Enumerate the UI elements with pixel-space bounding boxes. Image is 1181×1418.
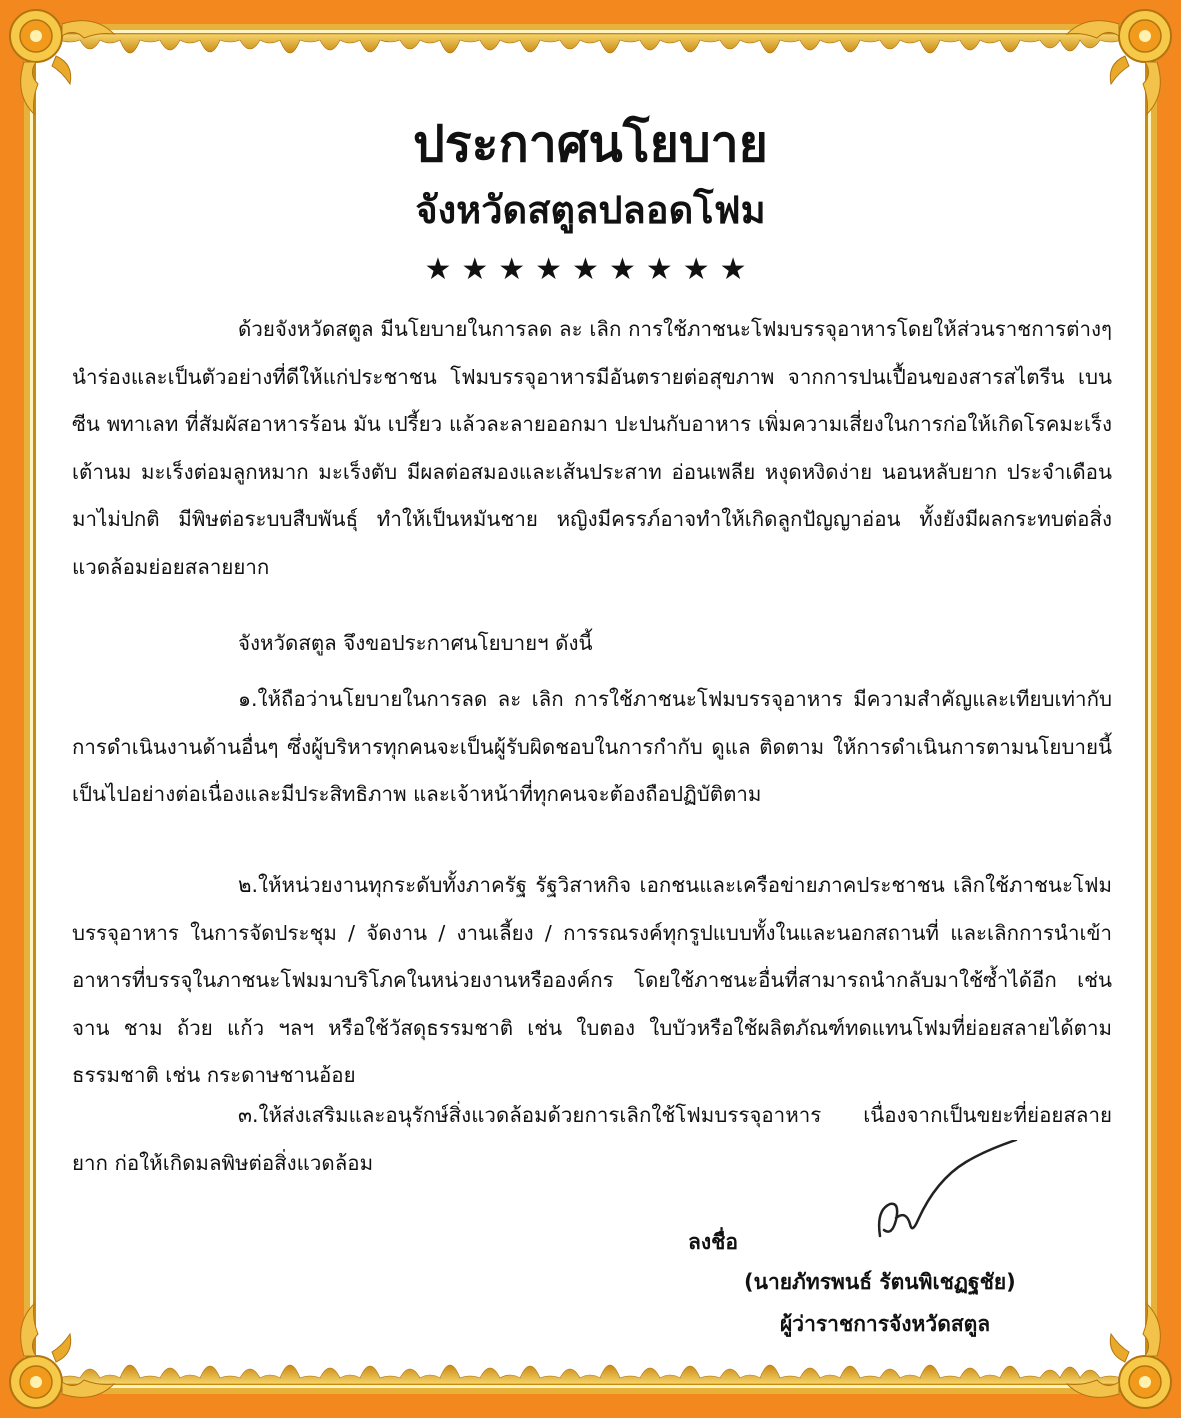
intro-paragraph: ด้วยจังหวัดสตูล มีนโยบายในการลด ละ เลิก การใช้ภาชนะโฟมบรรจุอาหารโดยให้ส่วนราชการต่างๆ นำร่องและเป็นตัวอย่างที่ดีให้แก่ประชาชน โฟมบรรจุอาหารมีอันตรายต่อสุขภาพ จากการปนเปื้อนของสารสไตรีน เบนซีน พทาเลท ที่สัมผัสอาหารร้อน มัน เปรี้ยว แล้วละลายออกมา ปะปนกับอาหาร เพิ่มความเสี่ยงในการก่อให้เกิดโรคมะเร็งเต้านม มะเร็งต่อมลูกหมาก มะเร็งตับ มีผลต่อสมองและเส้นประสาท อ่อนเพลีย หงุดหงิดง่าย นอนหลับยาก ประจำเดือนมาไม่ปกติ มีพิษต่อระบบสืบพันธุ์ ทำให้เป็นหมันชาย หญิงมีครรภ์อาจทำให้เกิดลูกปัญญาอ่อน ทั้งยังมีผลกระทบต่อสิ่งแวดล้อมย่อยสลายยาก xyxy=(72,317,1112,579)
policy-item-2: ๒.ให้หน่วยงานทุกระดับทั้งภาครัฐ รัฐวิสาหกิจ เอกชนและเครือข่ายภาคประชาชน เลิกใช้ภาชนะโฟมบรรจุอาหาร ในการจัดประชุม / จัดงาน / งานเลี้ยง / การรณรงค์ทุกรูปแบบทั้งในและนอกสถานที่ และเลิกการนำเข้าอาหารที่บรรจุในภาชนะโฟมมาบริโภคในหน่วยงานหรือองค์กร โดยใช้ภาชนะอื่นที่สามารถนำกลับมาใช้ซ้ำได้อีก เช่น จาน ชาม ถ้วย แก้ว ฯลฯ หรือใช้วัสดุธรรมชาติ เช่น ใบตอง ใบบัวหรือใช้ผลิตภัณฑ์ทดแทนโฟมที่ย่อยสลายได้ตามธรรมชาติ เช่น กระดาษชานอ้อย xyxy=(72,873,1112,1087)
signature-mark xyxy=(866,1140,1026,1250)
policy-item-1: ๑.ให้ถือว่านโยบายในการลด ละ เลิก การใช้ภาชนะโฟมบรรจุอาหาร มีความสำคัญและเทียบเท่ากับการดำเนินงานด้านอื่นๆ ซึ่งผู้บริหารทุกคนจะเป็นผู้รับผิดชอบในการกำกับ ดูแล ติดตาม ให้การดำเนินการตามนโยบายนี้ เป็นไปอย่างต่อเนื่องและมีประสิทธิภาพ และเจ้าหน้าที่ทุกคนจะต้องถือปฏิบัติตาม xyxy=(72,687,1112,806)
declaration-paragraph: จังหวัดสตูล จึงขอประกาศนโยบายฯ ดังนี้ xyxy=(238,631,593,655)
corner-ornament-icon xyxy=(1057,1294,1177,1414)
top-fringe-ornament-icon xyxy=(60,34,1121,70)
corner-ornament-icon xyxy=(4,1294,124,1414)
policy-item-3: ๓.ให้ส่งเสริมและอนุรักษ์สิ่งแวดล้อมด้วยการเลิกใช้โฟมบรรจุอาหาร เนื่องจากเป็นขยะที่ย่อยสลายยาก ก่อให้เกิดมลพิษต่อสิ่งแวดล้อม xyxy=(72,1103,1112,1175)
star-divider: ★★★★★★★★★ xyxy=(424,252,757,287)
corner-ornament-icon xyxy=(4,4,124,124)
signer-name: (นายภัทรพนธ์ รัตนพิเชฏฐชัย) xyxy=(744,1270,1016,1294)
bottom-fringe-ornament-icon xyxy=(60,1348,1121,1384)
page-title: ประกาศนโยบาย xyxy=(413,115,768,173)
signature-label: ลงชื่อ xyxy=(688,1230,738,1254)
corner-ornament-icon xyxy=(1057,4,1177,124)
page-subtitle: จังหวัดสตูลปลอดโฟม xyxy=(415,188,766,232)
signer-position: ผู้ว่าราชการจังหวัดสตูล xyxy=(780,1312,991,1336)
